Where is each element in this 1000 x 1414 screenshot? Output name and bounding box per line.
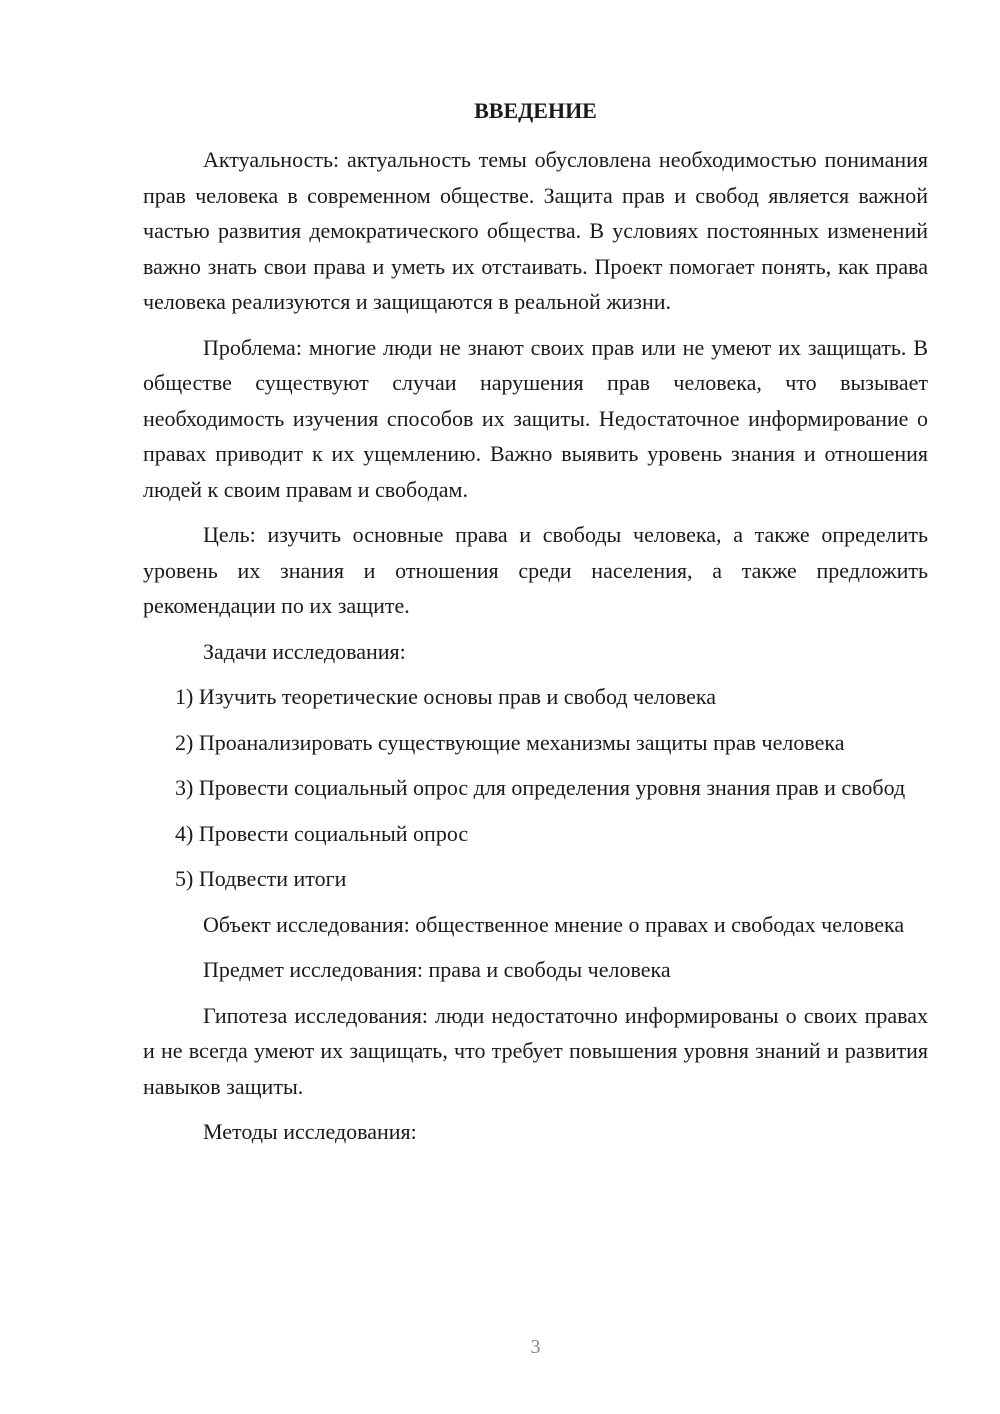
paragraph-hypothesis: Гипотеза исследования: люди недостаточно информированы о своих правах и не всегда умеют их защищать, что требует повышения уровня знаний и развития навыков защиты. (143, 1002, 928, 1099)
document-body (143, 142, 928, 1160)
task-item-5: 5) Подвести итоги (175, 866, 347, 891)
task-item-4: 4) Провести социальный опрос (175, 820, 469, 846)
paragraph-object: Объект исследования: общественное мнение о правах и свободах человека (203, 911, 905, 937)
task-item-1: 1) Изучить теоретические основы прав и свобод человека (175, 684, 716, 709)
paragraph-tasks-heading: Задачи исследования: (203, 638, 406, 664)
paragraph-subject: Предмет исследования: права и свободы человека (203, 957, 671, 982)
document-page (143, 0, 928, 1414)
page-number: 3 (530, 1336, 541, 1358)
task-item-3: 3) Провести социальный опрос для определения уровня знания прав и свобод (175, 775, 906, 800)
paragraph-relevance: Актуальность: актуальность темы обусловлена необходимостью понимания прав человека в современном обществе. Защита прав и свобод является важной частью развития демократического общества. В условиях постоянных изменений важно знать свои права и уметь их отстаивать. Проект помогает понять, как права человека реализуются и защищаются в реальной жизни. (143, 147, 928, 314)
paragraph-problem: Проблема: многие люди не знают своих прав или не умеют их защищать. В обществе существуют случаи нарушения прав человека, что вызывает необходимость изучения способов их защиты. Недостаточное информирование о правах приводит к их ущемлению. Важно выявить уровень знания и отношения людей к своим правам и свободам. (143, 334, 928, 502)
paragraph-goal: Цель: изучить основные права и свободы человека, а также определить уровень их знания и отношения среди населения, а также предложить рекомендации по их защите. (143, 522, 928, 618)
paragraph-methods: Методы исследования: (203, 1119, 417, 1144)
task-item-2: 2) Проанализировать существующие механизмы защиты прав человека (175, 729, 845, 755)
section-title: ВВЕДЕНИЕ (474, 98, 597, 123)
